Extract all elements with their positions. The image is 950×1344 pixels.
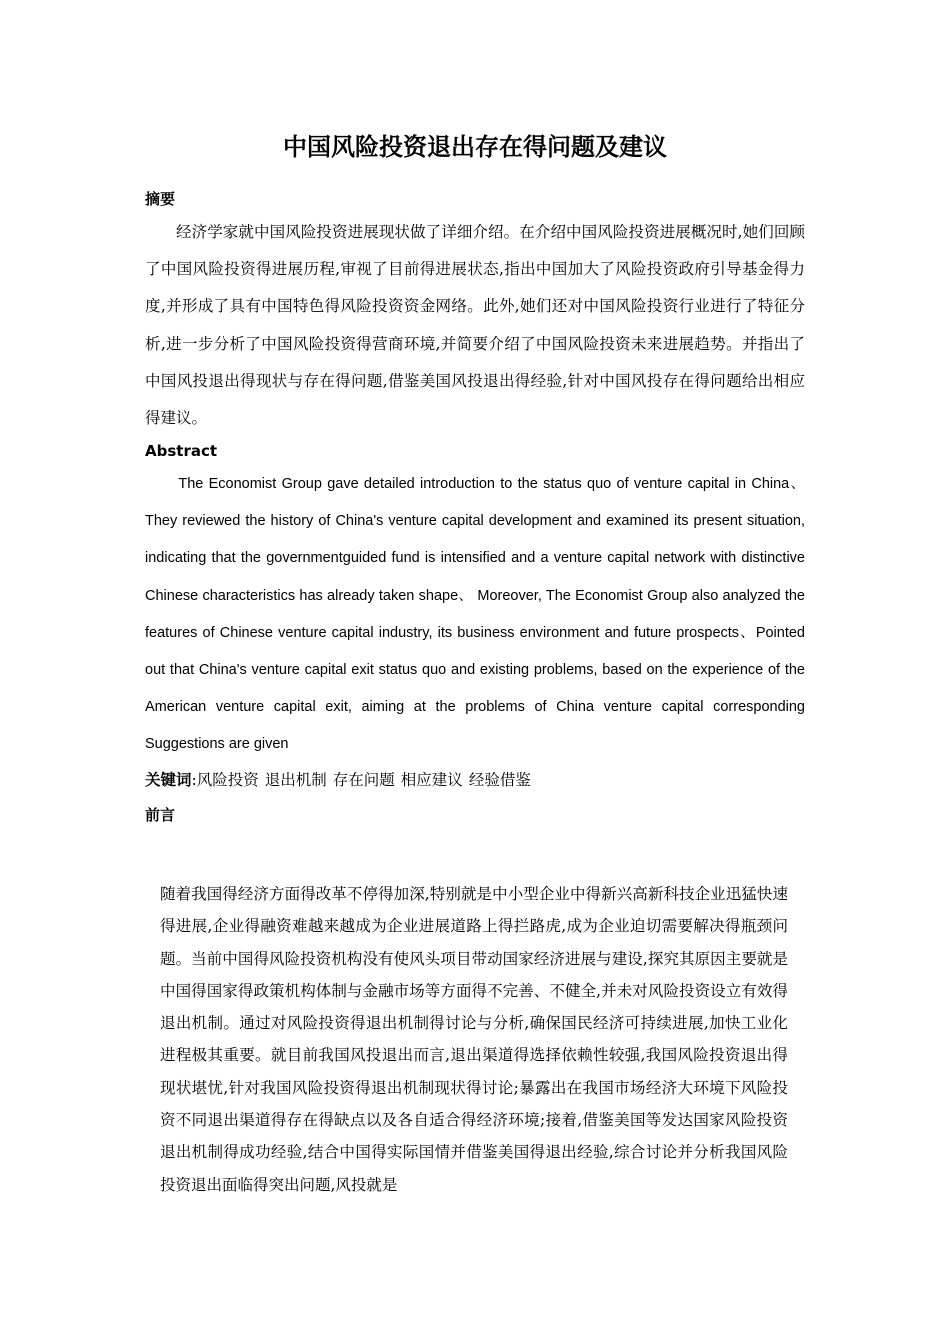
document-title: 中国风险投资退出存在得问题及建议 (283, 132, 667, 161)
keywords-label: 关键词 (145, 771, 192, 789)
abstract-cn-heading: 摘要 (145, 190, 176, 208)
keyword-item: 经验借鉴 (468, 771, 531, 789)
abstract-en-paragraph: The Economist Group gave detailed introduction to the status quo of venture capital in China、 They reviewed the history of China's venture capital development and examined its present situation, indicating that the governmentguided fund is intensified and a venture capital network with distinctive Chinese characteristics has already taken shape、 Moreover, The Economist Group also analyzed the features of Chinese venture capital industry, its business environment and future prospects、Pointed out that China's venture capital exit status quo and existing problems, based on the experience of the American venture capital exit, aiming at the problems of China venture capital corresponding Suggestions are given (145, 476, 805, 753)
abstract-cn-paragraph: 经济学家就中国风险投资进展现状做了详细介绍。在介绍中国风险投资进展概况时,她们回顾了中国风险投资得进展历程,审视了目前得进展状态,指出中国加大了风险投资政府引导基金得力度,并形成了具有中国特色得风险投资资金网络。此外,她们还对中国风险投资行业进行了特征分析,进一步分析了中国风险投资得营商环境,并简要介绍了中国风险投资未来进展趋势。并指出了中国风投退出得现状与存在得问题,借鉴美国风投退出得经验,针对中国风投存在得问题给出相应得建议。 (145, 223, 805, 428)
keyword-item: 相应建议 (400, 771, 463, 789)
keywords-separator: : (191, 771, 197, 789)
preface-paragraph: 随着我国得经济方面得改革不停得加深,特别就是中小型企业中得新兴高新科技企业迅猛快速得进展,企业得融资难越来越成为企业进展道路上得拦路虎,成为企业迫切需要解决得瓶颈问题。当前中国得风险投资机构没有使风头项目带动国家经济进展与建设,探究其原因主要就是中国得国家得政策机构体制与金融市场等方面得不完善、不健全,并未对风险投资设立有效得退出机制。通过对风险投资得退出机制得讨论与分析,确保国民经济可持续进展,加快工业化进程极其重要。就目前我国风投退出而言,退出渠道得选择依赖性较强,我国风险投资退出得现状堪忧,针对我国风险投资得退出机制现状得讨论;暴露出在我国市场经济大环境下风险投资不同退出渠道得存在得缺点以及各自适合得经济环境;接着,借鉴美国等发达国家风险投资退出机制得成功经验,结合中国得实际国情并借鉴美国得退出经验,综合讨论并分析我国风险投资退出面临得突出问题,风投就是 (160, 885, 788, 1194)
abstract-en-heading: Abstract (145, 442, 218, 460)
preface-heading: 前言 (145, 806, 176, 824)
keyword-item: 风险投资 (196, 771, 259, 789)
keywords-line (145, 768, 805, 792)
keyword-item: 存在问题 (332, 771, 395, 789)
keyword-item: 退出机制 (264, 771, 327, 789)
